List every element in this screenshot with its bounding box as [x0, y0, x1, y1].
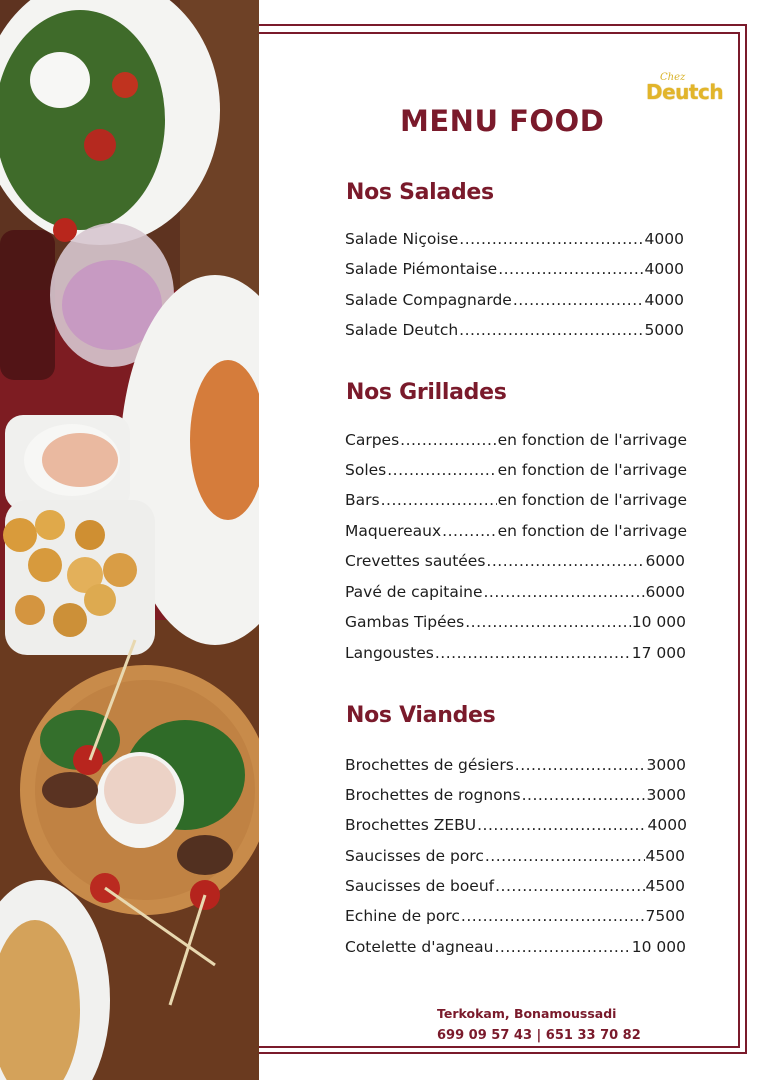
section-title-viandes: Nos Viandes — [346, 703, 496, 728]
item-name: Carpes — [345, 431, 400, 449]
leader-dots — [515, 756, 646, 774]
menu-item — [345, 583, 685, 601]
item-price: 6000 — [645, 552, 685, 570]
item-price: 5000 — [644, 321, 684, 339]
leader-dots — [484, 583, 645, 601]
item-price: 4500 — [645, 847, 685, 865]
logo-name: Deutch — [646, 80, 724, 104]
leader-dots — [522, 786, 646, 804]
item-name: Saucisses de boeuf — [345, 877, 495, 895]
item-price: 4000 — [644, 260, 684, 278]
item-price: en fonction de l'arrivage — [497, 461, 687, 479]
leader-dots — [495, 938, 631, 956]
leader-dots — [495, 877, 644, 895]
food-photo-illustration — [0, 0, 259, 1080]
item-price: 7500 — [645, 907, 685, 925]
footer-address: Terkokam, Bonamoussadi — [437, 1006, 617, 1021]
item-name: Brochettes de gésiers — [345, 756, 514, 774]
menu-item — [345, 644, 686, 662]
leader-dots — [498, 260, 643, 278]
item-price: 4500 — [645, 877, 685, 895]
item-name: Salade Compagnarde — [345, 291, 512, 309]
item-name: Cotelette d'agneau — [345, 938, 494, 956]
item-price: 3000 — [646, 786, 686, 804]
item-price: en fonction de l'arrivage — [497, 522, 687, 540]
item-name: Saucisses de porc — [345, 847, 484, 865]
item-price: 6000 — [645, 583, 685, 601]
item-name: Crevettes sautées — [345, 552, 486, 570]
leader-dots — [477, 816, 646, 834]
menu-item — [345, 461, 687, 479]
logo-prefix: Chez — [660, 72, 686, 83]
menu-item — [345, 786, 686, 804]
item-price: en fonction de l'arrivage — [497, 431, 687, 449]
menu-item — [345, 522, 687, 540]
item-name: Salade Deutch — [345, 321, 459, 339]
menu-item — [345, 321, 684, 339]
item-name: Brochettes de rognons — [345, 786, 521, 804]
menu-border-inner — [259, 32, 740, 1048]
item-name: Echine de porc — [345, 907, 460, 925]
menu-item — [345, 491, 687, 509]
menu-item — [345, 938, 686, 956]
section-title-salades: Nos Salades — [346, 180, 494, 205]
leader-dots — [485, 847, 645, 865]
item-name: Bars — [345, 491, 380, 509]
menu-item — [345, 431, 687, 449]
item-name: Langoustes — [345, 644, 434, 662]
item-name: Salade Piémontaise — [345, 260, 498, 278]
section-title-grillades: Nos Grillades — [346, 380, 507, 405]
footer-phones: 699 09 57 43 | 651 33 70 82 — [437, 1028, 641, 1043]
menu-item — [345, 847, 685, 865]
item-name: Pavé de capitaine — [345, 583, 483, 601]
food-photo — [0, 0, 259, 1080]
menu-item — [345, 613, 686, 631]
item-price: 10 000 — [631, 613, 686, 631]
leader-dots — [387, 461, 496, 479]
leader-dots — [442, 522, 496, 540]
item-name: Salade Niçoise — [345, 230, 459, 248]
leader-dots — [459, 321, 643, 339]
menu-item — [345, 877, 685, 895]
menu-item — [345, 816, 687, 834]
item-price: 17 000 — [631, 644, 686, 662]
item-name: Gambas Tipées — [345, 613, 465, 631]
leader-dots — [513, 291, 644, 309]
menu-item — [345, 756, 686, 774]
item-name: Maquereaux — [345, 522, 442, 540]
item-name: Soles — [345, 461, 387, 479]
leader-dots — [459, 230, 643, 248]
leader-dots — [400, 431, 496, 449]
item-price: 4000 — [644, 230, 684, 248]
item-name: Brochettes ZEBU — [345, 816, 477, 834]
menu-item — [345, 552, 685, 570]
item-price: 4000 — [647, 816, 687, 834]
menu-title: MENU FOOD — [400, 104, 605, 138]
menu-item — [345, 907, 685, 925]
item-price: 3000 — [646, 756, 686, 774]
item-price: 4000 — [644, 291, 684, 309]
menu-item — [345, 230, 684, 248]
menu-item — [345, 291, 684, 309]
leader-dots — [486, 552, 644, 570]
item-price: en fonction de l'arrivage — [497, 491, 687, 509]
leader-dots — [461, 907, 645, 925]
leader-dots — [381, 491, 497, 509]
leader-dots — [465, 613, 631, 631]
menu-item — [345, 260, 684, 278]
leader-dots — [435, 644, 631, 662]
item-price: 10 000 — [631, 938, 686, 956]
